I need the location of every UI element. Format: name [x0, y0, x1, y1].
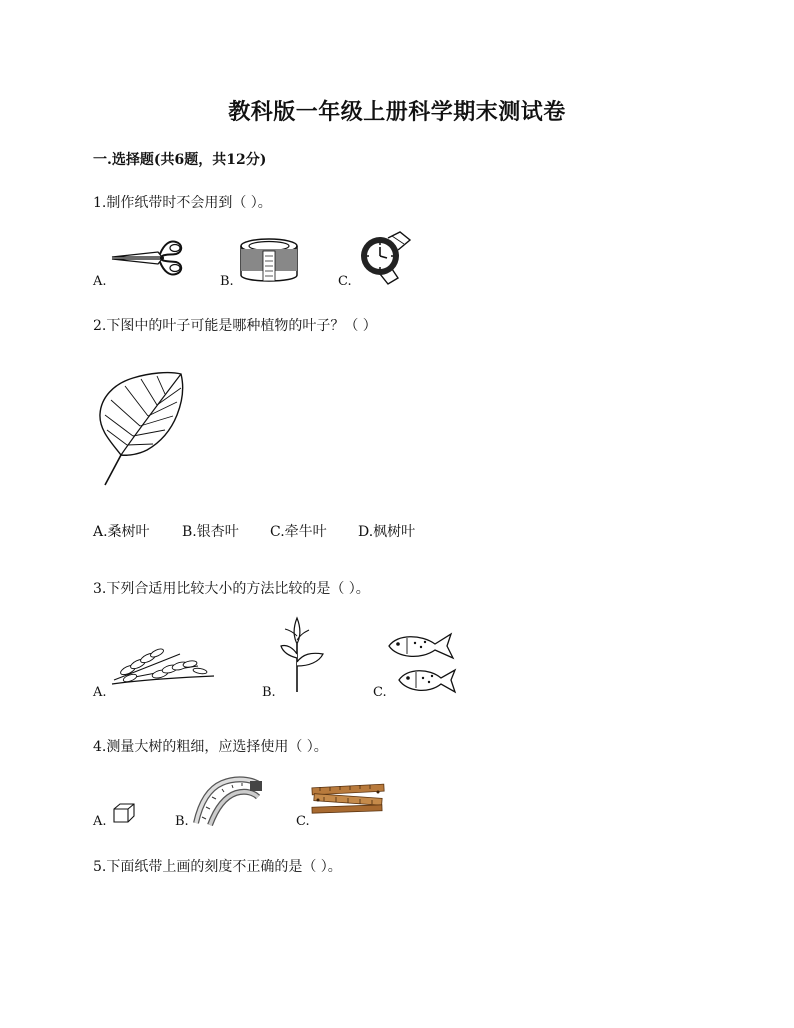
- q2-option-d[interactable]: D.枫树叶: [358, 524, 416, 540]
- q4-option-b[interactable]: B.: [175, 814, 189, 829]
- wristwatch-icon: [352, 230, 412, 285]
- section-heading: 一.选择题(共6题，共12分): [93, 152, 267, 168]
- question-5-stem: 5.下面纸带上画的刻度不正确的是（ ）。: [93, 859, 342, 875]
- q2-option-a[interactable]: A.桑树叶: [93, 524, 150, 540]
- sprout-icon: [275, 614, 331, 694]
- q4-option-c[interactable]: C.: [296, 814, 310, 829]
- cube-icon: [112, 803, 136, 823]
- question-3-stem: 3.下列合适用比较大小的方法比较的是（ ）。: [93, 581, 370, 597]
- question-4-stem: 4.测量大树的粗细，应选择使用（ ）。: [93, 739, 328, 755]
- tape-roll-icon: [238, 237, 300, 285]
- q2-option-b[interactable]: B.银杏叶: [182, 524, 239, 540]
- q3-option-c[interactable]: C.: [373, 685, 387, 700]
- q1-option-c[interactable]: C.: [338, 274, 352, 289]
- page-title: 教科版一年级上册科学期末测试卷: [228, 99, 566, 125]
- q3-option-b[interactable]: B.: [262, 685, 276, 700]
- q1-option-a[interactable]: A.: [93, 274, 107, 289]
- q4-option-a[interactable]: A.: [93, 814, 107, 829]
- question-1-stem: 1.制作纸带时不会用到（ ）。: [93, 195, 272, 211]
- fish-icon: [385, 628, 457, 698]
- q2-option-c[interactable]: C.牵牛叶: [270, 524, 327, 540]
- measuring-tape-icon: [188, 775, 266, 827]
- scissors-icon: [110, 238, 185, 278]
- question-2-stem: 2.下图中的叶子可能是哪种植物的叶子？（ ）: [93, 318, 377, 334]
- leaf-icon: [95, 370, 190, 488]
- wheat-icon: [110, 640, 216, 688]
- folding-ruler-icon: [310, 782, 386, 816]
- q1-option-b[interactable]: B.: [220, 274, 234, 289]
- q3-option-a[interactable]: A.: [93, 685, 107, 700]
